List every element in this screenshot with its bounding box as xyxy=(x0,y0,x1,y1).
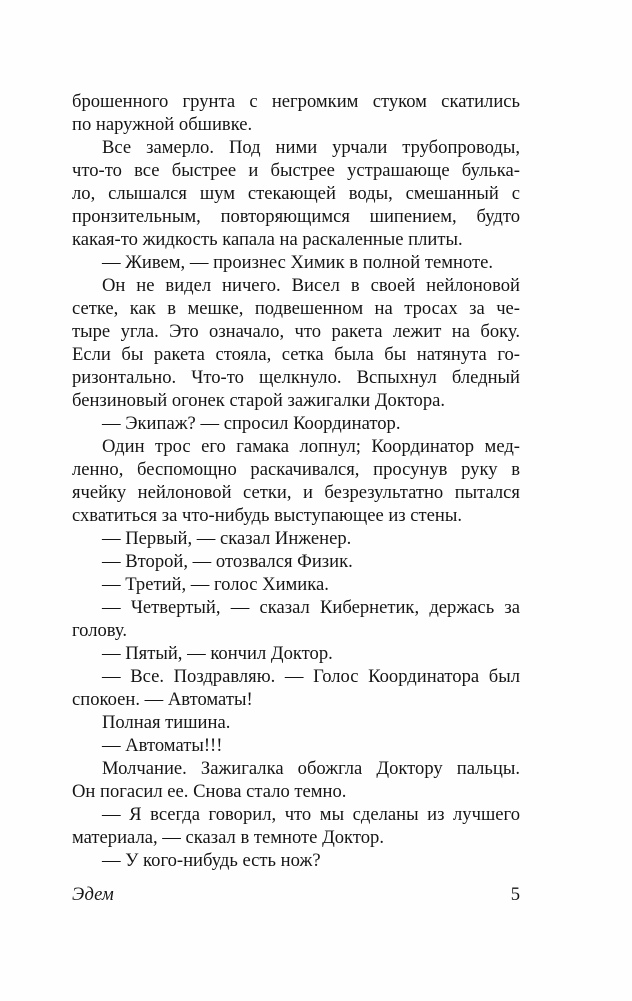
paragraph xyxy=(72,412,520,435)
paragraph xyxy=(72,90,520,136)
text-line: ризонтально. Что-то щелкнуло. Вспыхнул бледный xyxy=(72,367,520,388)
text-line: Молчание. Зажигалка обожгла Доктору пальцы. xyxy=(102,758,520,779)
text-line: — Экипаж? — спросил Координатор. xyxy=(102,413,401,434)
text-line: — У кого-нибудь есть нож? xyxy=(102,850,321,871)
text-line: Он не видел ничего. Висел в своей нейлоновой xyxy=(102,275,520,296)
paragraph xyxy=(72,435,520,527)
text-line: ленно, беспомощно раскачивался, просунув руку в xyxy=(72,459,520,480)
running-title: Эдем xyxy=(72,884,114,905)
paragraph xyxy=(72,734,520,757)
text-line: — Живем, — произнес Химик в полной темноте. xyxy=(102,252,493,273)
text-line: — Третий, — голос Химика. xyxy=(102,574,329,595)
text-line: брошенного грунта с негромким стуком скатились xyxy=(72,91,520,112)
text-line: — Четвертый, — сказал Кибернетик, держась за xyxy=(102,597,520,618)
text-line: ячейку нейлоновой сетки, и безрезультатно пытался xyxy=(72,482,520,503)
paragraph xyxy=(72,527,520,550)
paragraph xyxy=(72,711,520,734)
text-line: сетке, как в мешке, подвешенном на тросах за че- xyxy=(72,298,520,319)
text-line: пронзительным, повторяющимся шипением, будто xyxy=(72,206,520,227)
text-line: что-то все быстрее и быстрее устрашающе булька- xyxy=(72,160,520,181)
text-line: Если бы ракета стояла, сетка была бы натянута го- xyxy=(72,344,520,365)
text-line: — Автоматы!!! xyxy=(102,735,223,756)
text-line: Все замерло. Под ними урчали трубопроводы, xyxy=(102,137,520,158)
text-line: — Все. Поздравляю. — Голос Координатора был xyxy=(102,666,520,687)
paragraph xyxy=(72,757,520,803)
paragraph xyxy=(72,803,520,849)
text-line: схватиться за что-нибудь выступающее из стены. xyxy=(72,505,463,526)
paragraph xyxy=(72,596,520,642)
text-line: тыре угла. Это означало, что ракета лежит на боку. xyxy=(72,321,520,342)
text-line: голову. xyxy=(72,620,128,641)
page-number: 5 xyxy=(510,884,520,905)
body-text xyxy=(72,90,520,872)
paragraph xyxy=(72,136,520,251)
paragraph xyxy=(72,251,520,274)
paragraph xyxy=(72,550,520,573)
text-line: Один трос его гамака лопнул; Координатор мед- xyxy=(102,436,520,457)
text-line: Он погасил ее. Снова стало темно. xyxy=(72,781,347,802)
text-line: какая-то жидкость капала на раскаленные плиты. xyxy=(72,229,463,250)
paragraph xyxy=(72,642,520,665)
text-line: — Второй, — отозвался Физик. xyxy=(102,551,353,572)
text-line: по наружной обшивке. xyxy=(72,114,253,135)
paragraph xyxy=(72,573,520,596)
paragraph xyxy=(72,274,520,412)
text-line: спокоен. — Автоматы! xyxy=(72,689,253,710)
text-line: Полная тишина. xyxy=(102,712,231,733)
text-line: — Пятый, — кончил Доктор. xyxy=(102,643,333,664)
paragraph xyxy=(72,849,520,872)
text-line: материала, — сказал в темноте Доктор. xyxy=(72,827,384,848)
text-line: бензиновый огонек старой зажигалки Доктора. xyxy=(72,390,446,411)
text-line: ло, слышался шум стекающей воды, смешанный с xyxy=(72,183,520,204)
text-line: — Первый, — сказал Инженер. xyxy=(102,528,352,549)
paragraph xyxy=(72,665,520,711)
text-line: — Я всегда говорил, что мы сделаны из лучшего xyxy=(102,804,520,825)
